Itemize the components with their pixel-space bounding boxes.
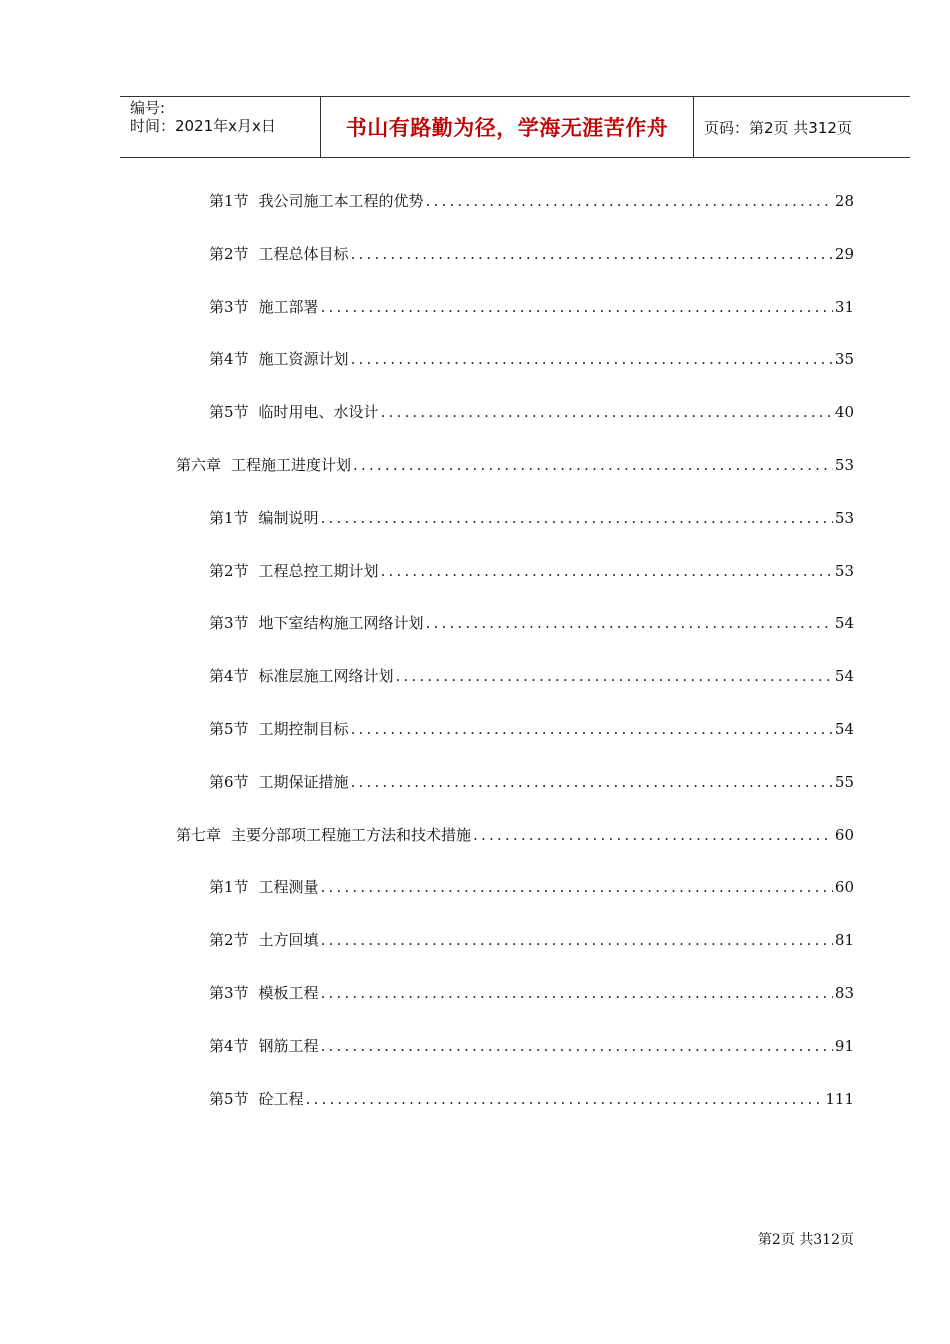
toc-entry-title: 工期保证措施 bbox=[258, 772, 349, 791]
toc-entry-title: 施工部署 bbox=[258, 297, 319, 316]
toc-entry-page: 28 bbox=[834, 192, 854, 210]
toc-entry-number: 第六章 bbox=[176, 456, 222, 474]
toc-entry-number: 第1节 bbox=[209, 192, 249, 210]
toc-dot-leader bbox=[426, 610, 833, 636]
toc-entry-number: 第2节 bbox=[209, 561, 249, 580]
toc-entry-title: 编制说明 bbox=[258, 508, 319, 527]
toc-dot-leader bbox=[321, 980, 833, 1006]
toc-entry-title: 标准层施工网络计划 bbox=[258, 667, 394, 686]
toc-dot-leader bbox=[473, 822, 833, 848]
toc-entry-number: 第5节 bbox=[209, 403, 249, 422]
toc-entry-page: 60 bbox=[834, 825, 854, 844]
toc-entry-page: 60 bbox=[834, 878, 854, 897]
header-page-info: 页码：第2页 共312页 bbox=[704, 118, 852, 137]
toc-dot-leader bbox=[321, 505, 833, 531]
toc-entry-title: 临时用电、水设计 bbox=[258, 403, 379, 422]
toc-entry-page: 53 bbox=[834, 508, 854, 527]
toc-chapter-entry[interactable] bbox=[176, 452, 854, 478]
toc-dot-leader bbox=[351, 769, 833, 795]
toc-entry-number: 第5节 bbox=[209, 1089, 249, 1108]
toc-entry-title: 我公司施工本工程的优势 bbox=[258, 192, 424, 210]
toc-section-entry[interactable] bbox=[209, 558, 854, 584]
toc-dot-leader bbox=[321, 927, 833, 953]
code-label: 编号: bbox=[130, 99, 166, 117]
toc-section-entry[interactable] bbox=[209, 188, 854, 214]
toc-dot-leader bbox=[381, 399, 833, 425]
footer-page-label: 第2页 共312页 bbox=[757, 1232, 854, 1248]
toc-dot-leader bbox=[321, 294, 833, 320]
toc-entry-title: 工程总体目标 bbox=[258, 244, 349, 263]
toc-entry-number: 第4节 bbox=[209, 1036, 249, 1055]
header-meta-cell bbox=[120, 97, 321, 157]
toc-entry-title: 工期控制目标 bbox=[258, 720, 349, 738]
toc-entry-page: 55 bbox=[834, 772, 854, 791]
toc-entry-page: 35 bbox=[834, 350, 854, 369]
toc-section-entry[interactable] bbox=[209, 927, 854, 953]
toc-section-entry[interactable] bbox=[209, 716, 854, 742]
toc-entry-page: 111 bbox=[825, 1089, 854, 1108]
toc-section-entry[interactable] bbox=[209, 663, 854, 689]
toc-entry-number: 第3节 bbox=[209, 297, 249, 316]
toc-entry-page: 29 bbox=[834, 244, 854, 263]
toc-entry-page: 54 bbox=[834, 720, 854, 738]
toc-section-entry[interactable] bbox=[209, 505, 854, 531]
toc-dot-leader bbox=[396, 663, 833, 689]
toc-chapter-entry[interactable] bbox=[176, 822, 854, 848]
toc-entry-title: 砼工程 bbox=[258, 1089, 304, 1108]
toc-entry-number: 第七章 bbox=[176, 825, 222, 844]
toc-entry-title: 工程施工进度计划 bbox=[231, 456, 352, 474]
toc-dot-leader bbox=[306, 1086, 824, 1112]
toc-entry-number: 第5节 bbox=[209, 720, 249, 738]
toc-dot-leader bbox=[381, 558, 833, 584]
toc-dot-leader bbox=[351, 716, 833, 742]
toc-dot-leader bbox=[426, 188, 833, 214]
toc-section-entry[interactable] bbox=[209, 1033, 854, 1059]
toc-section-entry[interactable] bbox=[209, 610, 854, 636]
toc-entry-title: 钢筋工程 bbox=[258, 1036, 319, 1055]
toc-entry-title: 土方回填 bbox=[258, 931, 319, 950]
toc-entry-page: 83 bbox=[834, 984, 854, 1002]
toc-entry-title: 模板工程 bbox=[258, 984, 319, 1002]
toc-dot-leader bbox=[321, 1033, 833, 1059]
toc-entry-title: 主要分部项工程施工方法和技术措施 bbox=[231, 825, 472, 844]
toc-entry-number: 第1节 bbox=[209, 508, 249, 527]
toc-section-entry[interactable] bbox=[209, 399, 854, 425]
toc-entry-page: 53 bbox=[834, 561, 854, 580]
toc-section-entry[interactable] bbox=[209, 294, 854, 320]
toc-entry-page: 53 bbox=[834, 456, 854, 474]
toc-dot-leader bbox=[321, 874, 833, 900]
toc-entry-title: 工程测量 bbox=[258, 878, 319, 897]
toc-entry-number: 第3节 bbox=[209, 984, 249, 1002]
toc-entry-page: 40 bbox=[834, 403, 854, 422]
toc-entry-number: 第3节 bbox=[209, 614, 249, 633]
toc-entry-page: 54 bbox=[834, 667, 854, 686]
toc-entry-page: 91 bbox=[834, 1036, 854, 1055]
header-motto-cell bbox=[321, 97, 694, 157]
toc-entry-page: 81 bbox=[834, 931, 854, 950]
toc-section-entry[interactable] bbox=[209, 769, 854, 795]
toc-section-entry[interactable] bbox=[209, 241, 854, 267]
toc-section-entry[interactable] bbox=[209, 980, 854, 1006]
time-label: 时间：2021年x月x日 bbox=[130, 117, 276, 135]
toc-entry-title: 施工资源计划 bbox=[258, 350, 349, 369]
toc-entry-number: 第2节 bbox=[209, 931, 249, 950]
toc-entry-title: 工程总控工期计划 bbox=[258, 561, 379, 580]
toc-entry-page: 31 bbox=[834, 297, 854, 316]
toc-dot-leader bbox=[353, 452, 833, 478]
toc-entry-title: 地下室结构施工网络计划 bbox=[258, 614, 424, 633]
toc-entry-number: 第4节 bbox=[209, 350, 249, 369]
page-footer bbox=[758, 1229, 854, 1249]
toc-entry-page: 54 bbox=[834, 614, 854, 633]
toc-entry-number: 第2节 bbox=[209, 244, 249, 263]
header-page-cell bbox=[694, 97, 910, 157]
toc-section-entry[interactable] bbox=[209, 1086, 854, 1112]
page-header bbox=[120, 96, 910, 158]
toc-section-entry[interactable] bbox=[209, 346, 854, 372]
toc-dot-leader bbox=[351, 346, 833, 372]
toc-entry-number: 第6节 bbox=[209, 772, 249, 791]
toc-section-entry[interactable] bbox=[209, 874, 854, 900]
toc-entry-number: 第1节 bbox=[209, 878, 249, 897]
toc-dot-leader bbox=[351, 241, 833, 267]
motto-text: 书山有路勤为径，学海无涯苦作舟 bbox=[345, 116, 669, 140]
toc-entry-number: 第4节 bbox=[209, 667, 249, 686]
